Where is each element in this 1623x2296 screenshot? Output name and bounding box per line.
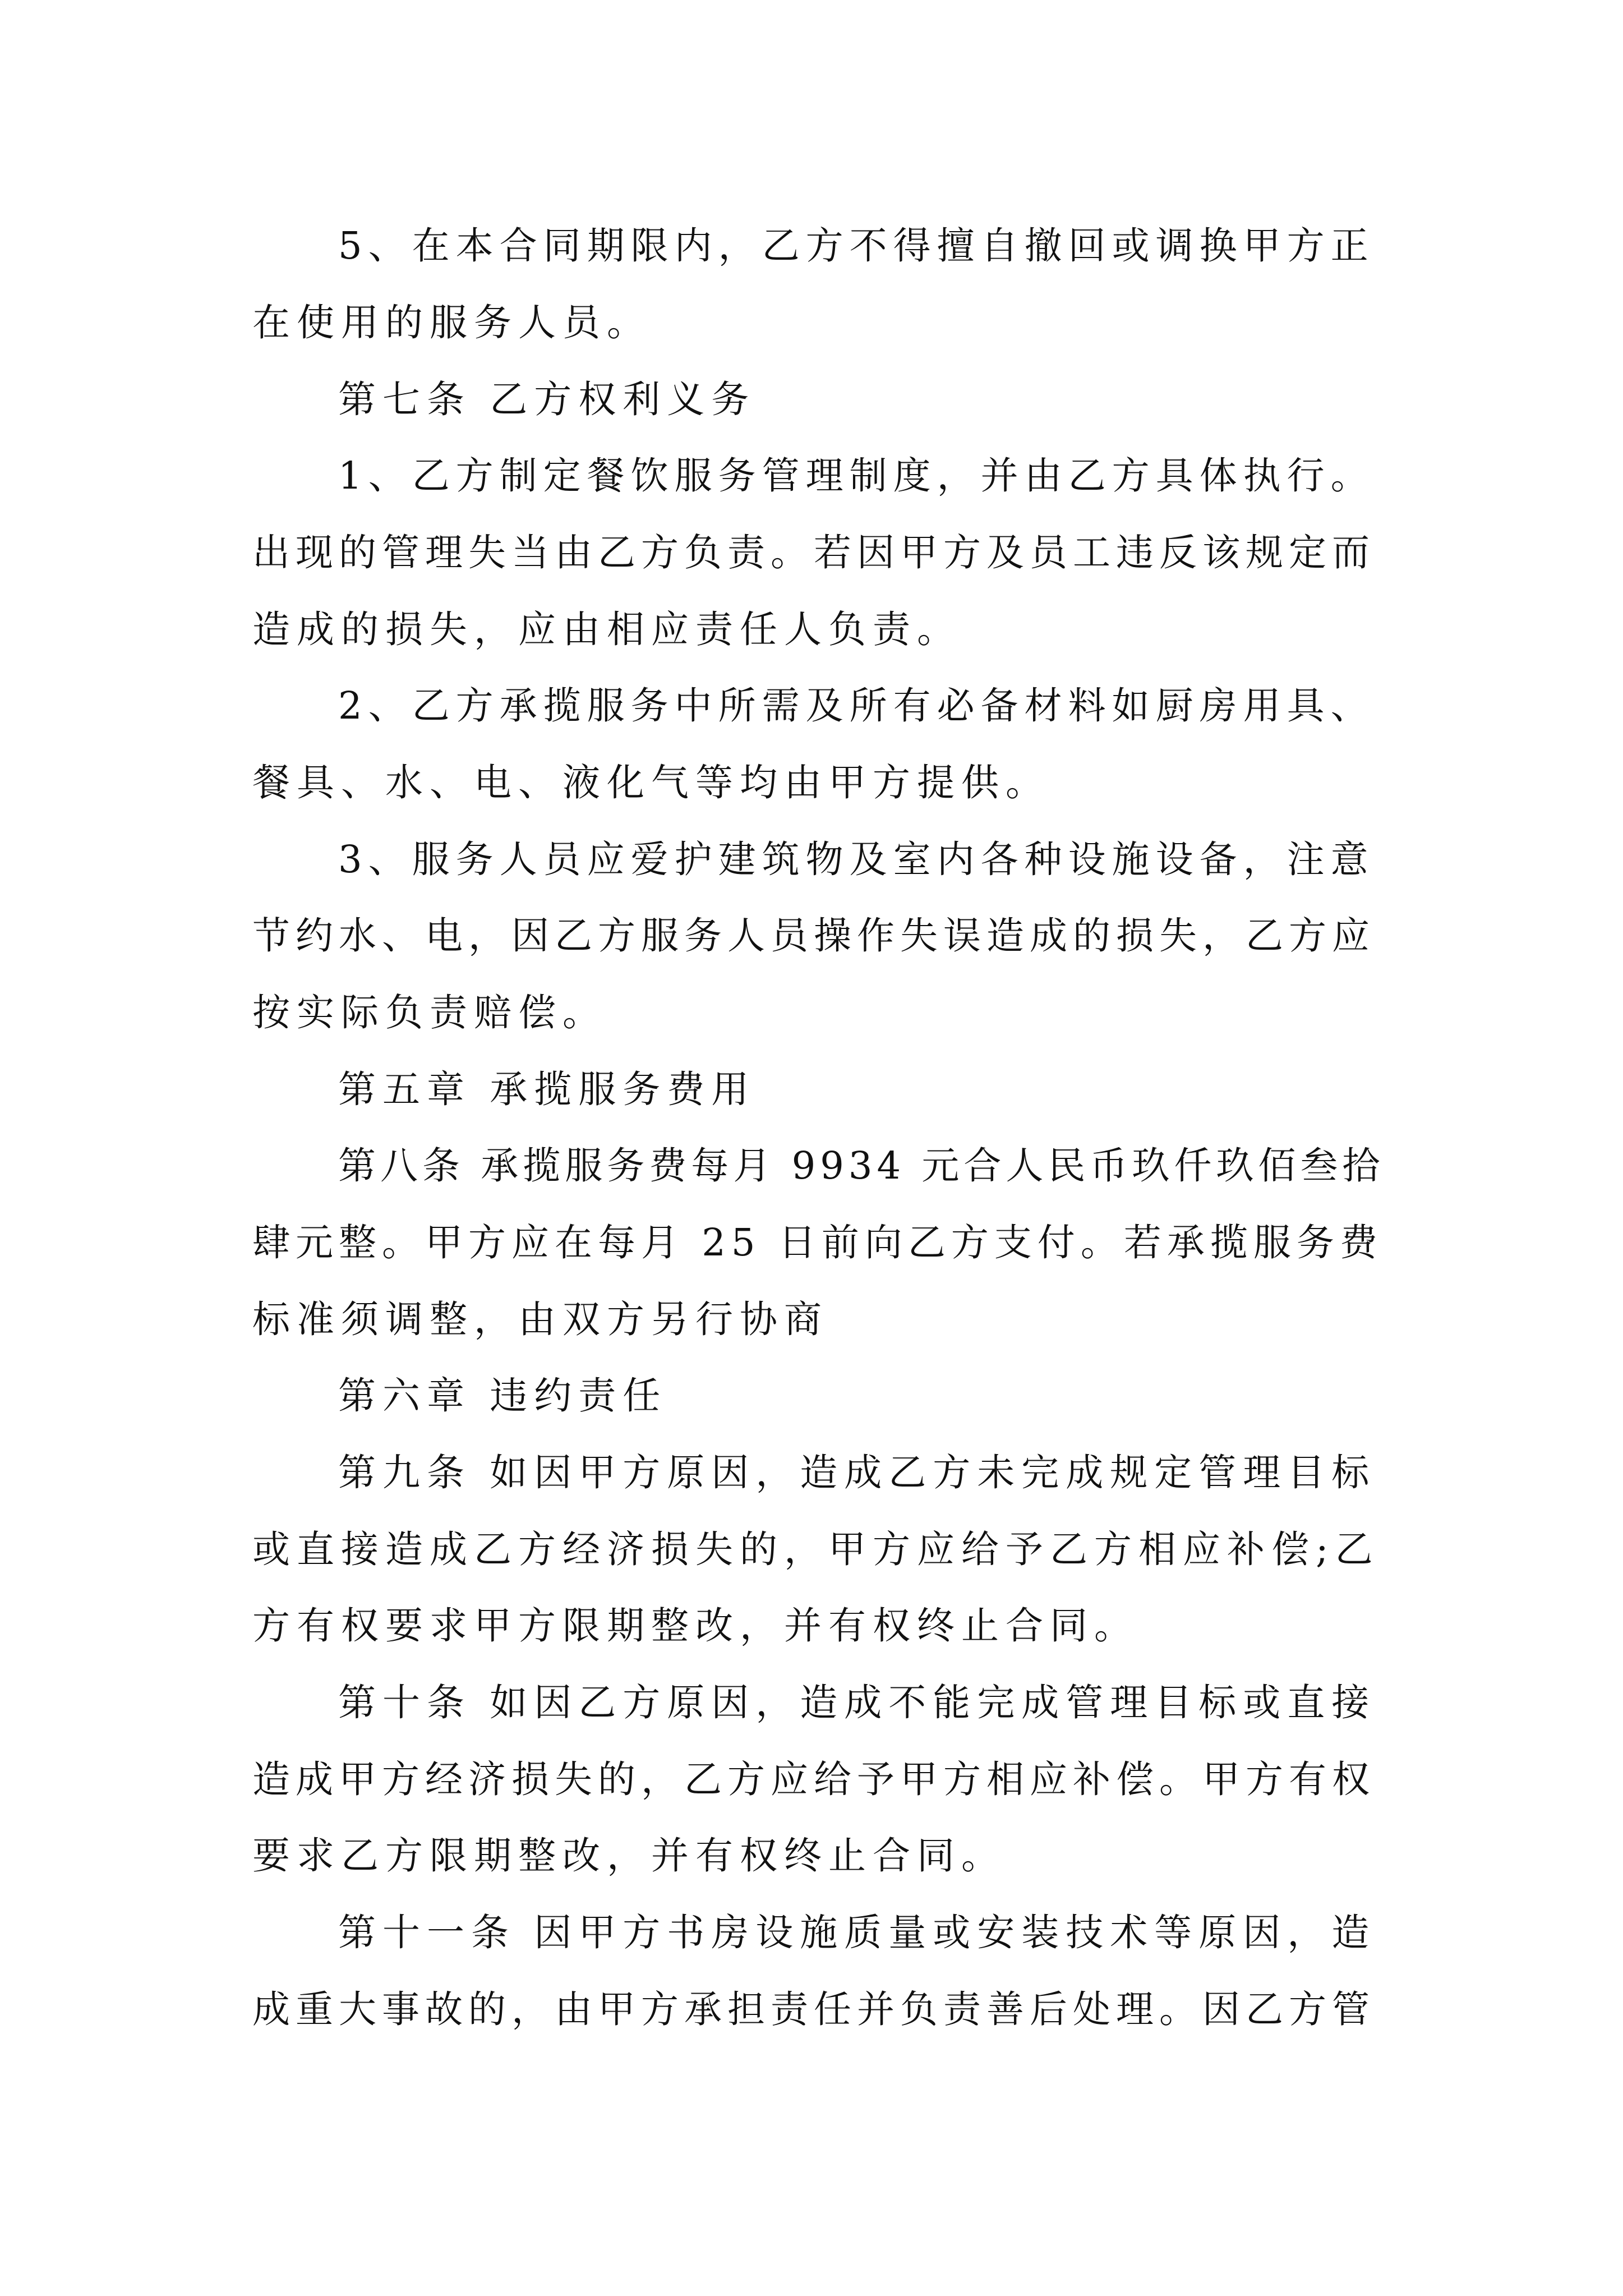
section-heading: 第五章 承揽服务费用: [338, 1068, 756, 1111]
paragraph-line: 要求乙方限期整改，并有权终止合同。: [252, 1834, 1006, 1878]
paragraph-line: 出现的管理失当由乙方负责。若因甲方及员工违反该规定而: [252, 531, 1375, 574]
paragraph-line: 在使用的服务人员。: [252, 301, 651, 344]
paragraph-line: 第十一条 因甲方书房设施质量或安装技术等原因，造: [338, 1911, 1376, 1954]
paragraph-line: 第九条 如因甲方原因，造成乙方未完成规定管理目标: [338, 1451, 1376, 1494]
section-heading: 第七条 乙方权利义务: [338, 378, 756, 421]
paragraph-line: 节约水、电，因乙方服务人员操作失误造成的损失，乙方应: [252, 914, 1375, 958]
paragraph-line: 或直接造成乙方经济损失的，甲方应给予乙方相应补偿;乙: [252, 1527, 1380, 1571]
paragraph-line: 第十条 如因乙方原因，造成不能完成管理目标或直接: [338, 1681, 1376, 1724]
paragraph-line: 第八条 承揽服务费每月 9934 元合人民币玖仟玖佰叁拾: [338, 1144, 1385, 1188]
paragraph-line: 餐具、水、电、液化气等均由甲方提供。: [252, 761, 1050, 804]
paragraph-line: 肆元整。甲方应在每月 25 日前向乙方支付。若承揽服务费: [252, 1221, 1383, 1264]
paragraph-line: 1、乙方制定餐饮服务管理制度，并由乙方具体执行。: [338, 454, 1375, 498]
paragraph-line: 标准须调整，由双方另行协商: [252, 1297, 828, 1341]
paragraph-line: 按实际负责赔偿。: [252, 991, 607, 1034]
paragraph-line: 3、服务人员应爱护建筑物及室内各种设施设备，注意: [338, 838, 1375, 881]
paragraph-line: 2、乙方承揽服务中所需及所有必备材料如厨房用具、: [338, 684, 1375, 728]
paragraph-line: 方有权要求甲方限期整改，并有权终止合同。: [252, 1604, 1138, 1648]
paragraph-line: 造成的损失，应由相应责任人负责。: [252, 608, 961, 651]
paragraph-line: 造成甲方经济损失的，乙方应给予甲方相应补偿。甲方有权: [252, 1757, 1375, 1801]
paragraph-line: 成重大事故的，由甲方承担责任并负责善后处理。因乙方管: [252, 1987, 1375, 2031]
section-heading: 第六章 违约责任: [338, 1374, 667, 1418]
paragraph-line: 5、在本合同期限内，乙方不得擅自撤回或调换甲方正: [338, 224, 1375, 268]
